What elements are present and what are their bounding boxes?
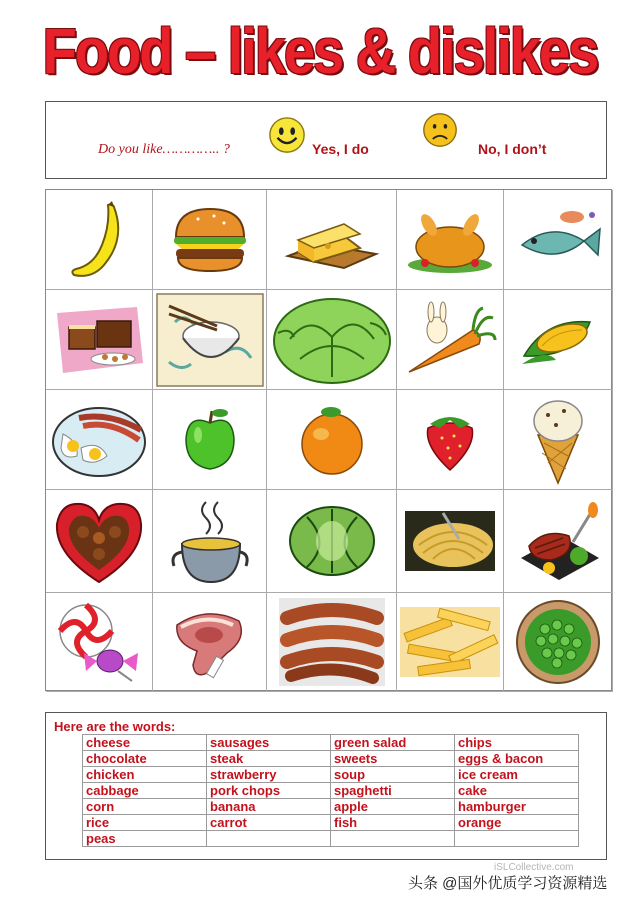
word-cell: sausages [207,735,331,751]
word-cell: chips [455,735,579,751]
soup-image [153,490,267,593]
word-cell: hamburger [455,799,579,815]
word-cell: ice cream [455,767,579,783]
chicken-image [397,190,504,290]
word-cell: peas [83,831,207,847]
eggs-and-bacon-image [46,390,153,490]
cheese-image [267,190,397,290]
peas-image [504,593,613,692]
word-row [83,815,579,831]
word-cell: cheese [83,735,207,751]
fish-image [504,190,613,290]
word-cell [207,831,331,847]
word-row [83,831,579,847]
word-cell: eggs & bacon [455,751,579,767]
orange-image [267,390,397,490]
word-cell: steak [207,751,331,767]
yes-answer: Yes, I do [312,141,369,157]
word-bank-table [82,734,579,847]
word-cell: cabbage [83,783,207,799]
word-cell: soup [331,767,455,783]
word-row [83,751,579,767]
word-cell: sweets [331,751,455,767]
word-cell: fish [331,815,455,831]
chocolate-image [46,490,153,593]
corn-image [504,290,613,390]
food-picture-grid [45,189,612,691]
word-row [83,799,579,815]
word-cell: rice [83,815,207,831]
word-cell: banana [207,799,331,815]
question-prompt: Do you like………….. ? [98,142,230,157]
cake-image [46,290,153,390]
word-cell: green salad [331,735,455,751]
rice-image [153,290,267,390]
word-row [83,767,579,783]
banana-image [46,190,153,290]
word-cell [455,831,579,847]
cabbage-image [267,490,397,593]
word-cell: spaghetti [331,783,455,799]
apple-image [153,390,267,490]
sad-face-icon [422,112,458,148]
word-bank-heading: Here are the words: [54,719,176,734]
word-cell: apple [331,799,455,815]
strawberry-image [397,390,504,490]
question-box [45,101,607,179]
word-row [83,735,579,751]
ice-cream-image [504,390,613,490]
word-cell: pork chops [207,783,331,799]
caption-watermark: 头条 @国外优质学习资源精选 [408,875,608,892]
no-answer: No, I don’t [478,141,547,157]
pork-chops-image [153,593,267,692]
page-title: Food – likes & dislikes [42,14,598,87]
sweets-image [46,593,153,692]
green-salad-image [267,290,397,390]
hamburger-image [153,190,267,290]
word-cell: cake [455,783,579,799]
chips-image [397,593,504,692]
steak-image [504,490,613,593]
happy-face-icon [268,116,306,154]
word-bank-box [45,712,607,860]
site-watermark: iSLCollective.com [494,862,574,873]
word-cell: chicken [83,767,207,783]
word-cell: corn [83,799,207,815]
word-cell [331,831,455,847]
sausages-image [267,593,397,692]
word-cell: chocolate [83,751,207,767]
word-row [83,783,579,799]
spaghetti-image [397,490,504,593]
word-cell: orange [455,815,579,831]
word-cell: carrot [207,815,331,831]
word-cell: strawberry [207,767,331,783]
carrot-image [397,290,504,390]
